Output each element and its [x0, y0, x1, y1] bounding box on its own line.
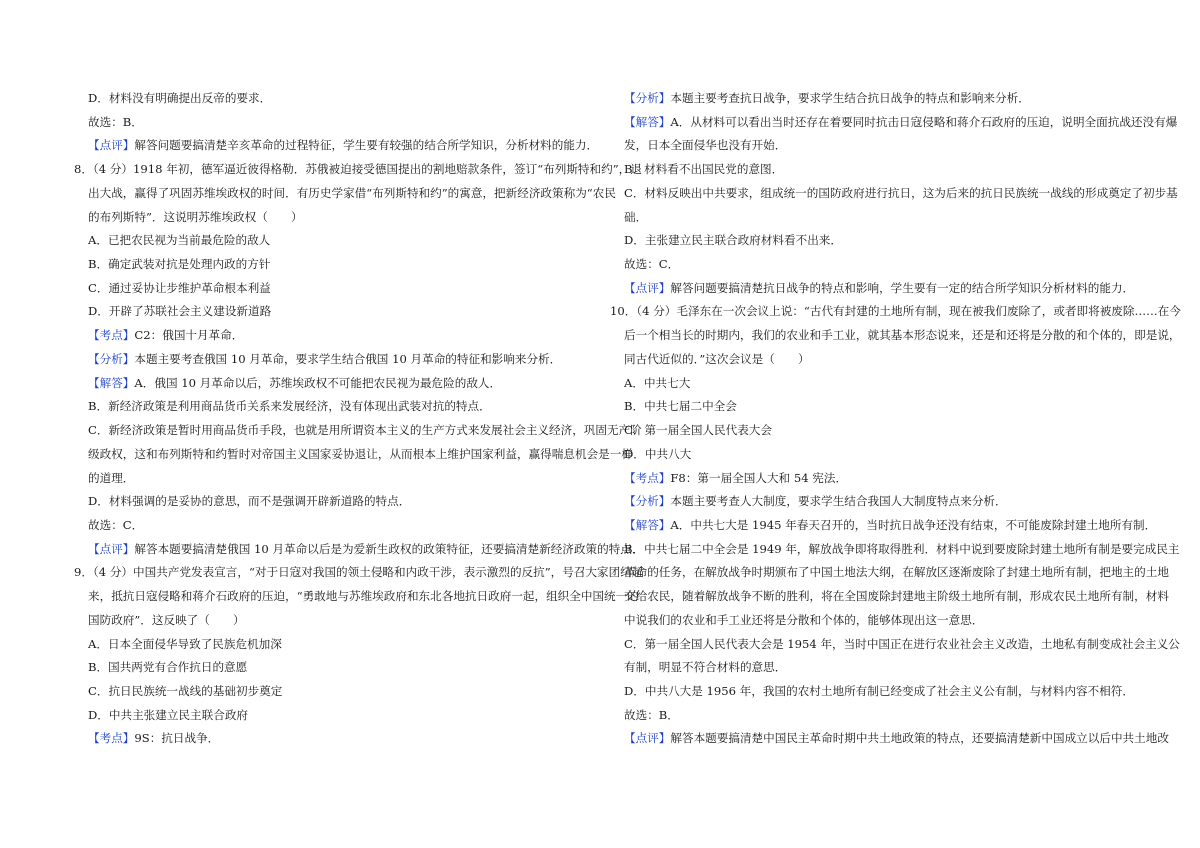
text-line: [624, 518, 1156, 532]
text-line: [88, 115, 143, 129]
line-text: C．通过妥协让步维护革命根本利益: [88, 280, 271, 295]
line-text: D．开辟了苏联社会主义建设新道路: [88, 304, 272, 319]
line-text: 解答本题要搞清楚俄国 10 月革命以后是为爱新生政权的政策特征，还要搞清楚新经济政策的特点．: [134, 541, 644, 556]
section-tag: 【点评】: [624, 280, 671, 295]
line-text: C．第一届全国人民代表大会是 1954 年，当时中国正在进行农业社会主义改造，土地私有制变成社会主义公: [624, 636, 1180, 651]
line-text: 革命的任务，在解放战争时期颁布了中国土地法大纲，在解放区逐渐废除了封建土地所有制，把地主的土地: [624, 565, 1169, 580]
section-tag: 【解答】: [624, 517, 671, 532]
text-line: [624, 565, 1169, 579]
section-tag: 【解答】: [88, 375, 135, 390]
text-line: [88, 376, 501, 390]
line-text: 的布列斯特”．这说明苏维埃政权（ ）: [88, 209, 303, 224]
text-line: [88, 399, 491, 413]
text-line: [88, 423, 642, 437]
text-line: [624, 162, 783, 176]
text-line: [88, 494, 410, 508]
line-text: 本题主要考查人大制度，要求学生结合我国人大制度特点来分析．: [670, 494, 1007, 509]
text-line: [610, 304, 1181, 318]
line-text: 有制，明显不符合材料的意思．: [624, 660, 787, 675]
text-line: [624, 186, 1178, 200]
text-line: [624, 447, 691, 461]
line-text: A．从材料可以看出当时还存在着要同时抗击日寇侵略和蒋介石政府的压迫，说明全面抗战还没有爆: [670, 114, 1178, 129]
line-text: D．主张建立民主联合政府材料看不出来．: [624, 233, 842, 248]
text-line: [624, 613, 983, 627]
text-line: [624, 542, 1180, 556]
text-line: [88, 91, 271, 105]
text-line: [88, 637, 282, 651]
text-line: [74, 162, 642, 176]
text-line: [624, 138, 786, 152]
line-text: D．中共主张建立民主联合政府: [88, 707, 249, 722]
text-line: [88, 352, 561, 366]
line-text: 出大战，赢得了巩固苏维埃政权的时间．有历史学家借“布列斯特和约”的寓意，把新经济政策称为“农民: [88, 185, 616, 200]
section-tag: 【考点】: [624, 470, 671, 485]
line-text: D．中共八大是 1956 年，我国的农村土地所有制已经变成了社会主义公有制，与材料内容不相符．: [624, 684, 1134, 698]
line-text: 解答问题要搞清楚抗日战争的特点和影响，学生要有一定的结合所学知识分析材料的能力．: [670, 280, 1135, 295]
text-line: [624, 423, 772, 437]
text-line: [624, 660, 786, 674]
text-line: [74, 565, 643, 579]
text-line: [624, 376, 690, 390]
line-text: A．中共七大是 1945 年春天召开的，当时抗日战争还没有结束，不可能废除封建土地所有制．: [670, 517, 1157, 532]
line-text: C．材料反映出中共要求，组成统一的国防政府进行抗日，这为后来的抗日民族统一战线的形成奠定了初步基: [624, 185, 1178, 200]
line-text: 10．（4 分）毛泽东在一次会议上说：“古代有封建的土地所有制，现在被我们废除了，或者即将被废除……在今: [610, 304, 1181, 319]
line-text: 后一个相当长的时期内，我们的农业和手工业，就其基本形态说来，还是和还将是分散的和个体的，即是说，: [624, 328, 1181, 343]
text-line: [88, 304, 271, 318]
line-text: 解答本题要搞清楚中国民主革命时期中共土地政策的特点，还要搞清楚新中国成立以后中共土地改: [670, 731, 1169, 746]
line-text: A．已把农民视为当前最危险的敌人: [88, 233, 271, 248]
line-text: 故选：B．: [624, 707, 679, 722]
line-text: 解答问题要搞清楚辛亥革命的过程特征，学生要有较强的结合所学知识，分析材料的能力．: [134, 138, 599, 153]
line-text: B．中共七届二中全会: [624, 399, 737, 414]
line-text: 国防政府”．这反映了（ ）: [88, 612, 245, 627]
text-line: [88, 731, 219, 745]
text-line: [88, 186, 616, 200]
text-line: [88, 233, 270, 247]
line-text: 交给农民，随着解放战争不断的胜利，将在全国废除封建地主阶级土地所有制，形成农民土地所有制，材料: [624, 589, 1169, 604]
line-text: B．确定武装对抗是处理内政的方针: [88, 257, 271, 272]
line-text: B．新经济政策是利用商品货币关系来发展经济，没有体现出武装对抗的特点．: [88, 399, 491, 414]
text-line: [88, 138, 598, 152]
line-text: D．材料强调的是妥协的意思，而不是强调开辟新道路的特点．: [88, 494, 411, 509]
line-text: 故选：C．: [88, 517, 144, 532]
line-text: 9S：抗日战争．: [134, 731, 220, 746]
section-tag: 【分析】: [624, 494, 671, 509]
text-line: [88, 660, 247, 674]
text-line: [624, 257, 679, 271]
line-text: B．中共七届二中全会是 1949 年，解放战争即将取得胜利．材料中说到要废除封建土地所有制是要完成民主: [624, 541, 1180, 556]
text-line: [624, 281, 1134, 295]
line-text: 中说我们的农业和手工业还将是分散和个体的，能够体现出这一意思．: [624, 612, 984, 627]
line-text: B．材料看不出国民党的意图．: [624, 162, 784, 177]
section-tag: 【点评】: [88, 541, 135, 556]
text-line: [88, 542, 643, 556]
line-text: C．抗日民族统一战线的基础初步奠定: [88, 684, 283, 698]
line-text: 9．（4 分）中国共产党发表宣言，“对于日寇对我国的领土侵略和内政干涉，表示激烈的反抗”，号召大家团结起: [74, 565, 644, 580]
line-text: 故选：C．: [624, 257, 680, 272]
section-tag: 【点评】: [624, 731, 671, 746]
text-line: [624, 637, 1180, 651]
text-line: [624, 233, 842, 247]
text-line: [88, 328, 243, 342]
line-text: D．中共八大: [624, 446, 692, 461]
text-line: [88, 257, 270, 271]
line-text: 础．: [624, 209, 648, 224]
text-line: [624, 91, 1030, 105]
text-line: [88, 518, 143, 532]
line-text: A．日本全面侵华导致了民族危机加深: [88, 636, 282, 651]
text-line: [624, 328, 1181, 342]
line-text: 发，日本全面侵华也没有开始．: [624, 138, 787, 153]
line-text: C．第一届全国人民代表大会: [624, 423, 772, 438]
text-line: [624, 210, 647, 224]
text-line: [624, 589, 1169, 603]
section-tag: 【分析】: [88, 351, 135, 366]
text-line: [88, 613, 245, 627]
line-text: C．新经济政策是暂时用商品货币手段，也就是用所谓资本主义的生产方式来发展社会主义经济，巩固无产阶: [88, 423, 642, 438]
line-text: A．中共七大: [624, 375, 691, 390]
text-line: [88, 708, 248, 722]
text-line: [624, 731, 1169, 745]
line-text: 本题主要考查抗日战争，要求学生结合抗日战争的特点和影响来分析．: [670, 91, 1030, 105]
line-text: 故选：B．: [88, 114, 143, 129]
text-line: [624, 399, 737, 413]
text-line: [624, 494, 1007, 508]
section-tag: 【分析】: [624, 91, 671, 105]
line-text: B．国共两党有合作抗日的意愿: [88, 660, 248, 675]
section-tag: 【点评】: [88, 138, 135, 153]
line-text: 的道理．: [88, 470, 135, 485]
line-text: 8．（4 分）1918 年初，德军逼近彼得格勒．苏俄被迫接受德国提出的割地赔款条件，签订“布列斯特和约”，退: [74, 162, 642, 177]
section-tag: 【考点】: [88, 328, 135, 343]
text-line: [88, 471, 134, 485]
text-line: [624, 708, 679, 722]
line-text: D．材料没有明确提出反帝的要求．: [88, 91, 272, 105]
text-line: [88, 210, 303, 224]
text-line: [88, 589, 639, 603]
text-line: [624, 352, 810, 366]
line-text: 来，抵抗日寇侵略和蒋介石政府的压迫，“勇敢地与苏维埃政府和东北各地抗日政府一起，组织全中国统一的: [88, 589, 639, 604]
line-text: 级政权，这和布列斯特和约暂时对帝国主义国家妥协退让，从而根本上维护国家利益，赢得喘息机会是一样: [88, 446, 633, 461]
line-text: A．俄国 10 月革命以后，苏维埃政权不可能把农民视为最危险的敌人．: [134, 375, 502, 390]
text-line: [624, 471, 847, 485]
section-tag: 【解答】: [624, 114, 671, 129]
section-tag: 【考点】: [88, 731, 135, 746]
line-text: 本题主要考查俄国 10 月革命，要求学生结合俄国 10 月革命的特征和影响来分析．: [134, 351, 562, 366]
text-line: [88, 281, 271, 295]
line-text: 同古代近似的．”这次会议是（ ）: [624, 351, 810, 366]
text-line: [88, 684, 282, 698]
line-text: F8：第一届全国人大和 54 宪法．: [670, 470, 848, 485]
text-line: [624, 684, 1134, 698]
line-text: C2：俄国十月革命．: [134, 328, 244, 343]
text-line: [624, 115, 1177, 129]
text-line: [88, 447, 633, 461]
